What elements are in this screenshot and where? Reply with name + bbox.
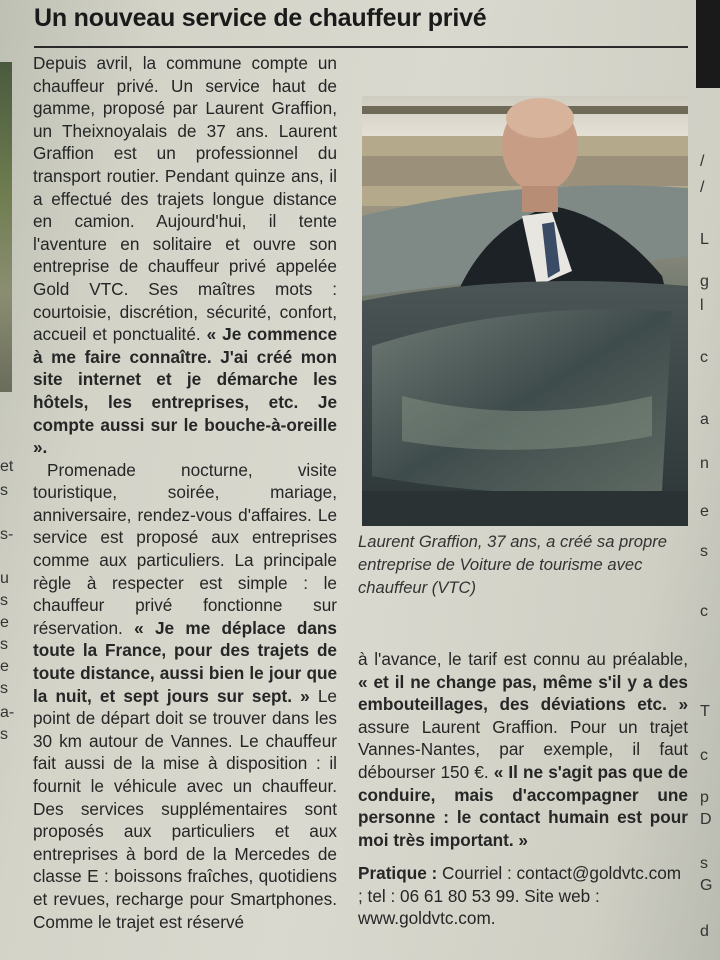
paragraph-text: assure Laurent Graffion. Pour un trajet Vannes-Nantes, par exemple, il faut débourser 150 €. (358, 716, 688, 782)
paragraph-text: Depuis avril, la commune compte un chauffeur privé. Un service haut de gamme, proposé par Laurent Graffion, un Theixnoyalais de 37 ans. Laurent Graffion est un professionnel du transport routier. Pendant quinze ans, il a effectué des trajets longue distance en camion. Aujourd'hui, il tente l'aventure en solitaire et ouvre son entreprise de chauffeur privé appelée Gold VTC. Ses maîtres mots : courtoisie, discrétion, sécurité, confort, accueil et ponctualité. (33, 53, 337, 345)
edge-fragment: G (700, 877, 713, 894)
adjacent-black-block (696, 0, 720, 88)
edge-fragment: p (700, 789, 709, 806)
edge-fragment: e (0, 614, 9, 631)
headline-rule (34, 46, 688, 48)
edge-fragment: c (700, 603, 708, 620)
adjacent-photo-strip (0, 62, 12, 392)
edge-fragment: s (0, 636, 8, 653)
edge-fragment: s (0, 726, 8, 743)
practical-label: Pratique : (358, 863, 438, 883)
edge-fragment: a- (0, 704, 14, 721)
paragraph-text: Promenade nocturne, visite touristique, soirée, mariage, anniversaire, rendez-vous d'affaires. Le service est proposé aux entreprises comme aux particuliers. La principale règle à respecter est simple : le chauffeur privé fonctionne sur réservation. (33, 459, 337, 638)
edge-fragment: e (0, 658, 9, 675)
edge-fragment: c (700, 747, 708, 764)
article-column-right (358, 648, 688, 851)
edge-fragment: s (700, 543, 708, 560)
quote-text: « et il ne change pas, même s'il y a des embouteillages, des déviations etc. » (358, 671, 688, 715)
edge-fragment: n (700, 455, 709, 472)
adjacent-article-right-edge (690, 0, 720, 960)
article-headline: Un nouveau service de chauffeur privé (34, 4, 487, 32)
article-paragraph-3 (358, 648, 688, 851)
edge-fragment: s (700, 855, 708, 872)
photo-illustration (362, 96, 688, 526)
edge-fragment: T (700, 703, 710, 720)
photo-caption: Laurent Graffion, 37 ans, a créé sa propre entreprise de Voiture de tourisme avec chauffeur (VTC) (358, 532, 668, 597)
article-paragraph-2 (33, 459, 337, 933)
edge-fragment: s (0, 592, 8, 609)
edge-fragment: e (700, 503, 709, 520)
quote-text: « Je me déplace dans toute la France, pour des trajets de toute distance, aussi bien le jour que la nuit, et sept jours sur sept. » (33, 617, 337, 706)
quote-text: « Je commence à me faire connaître. J'ai créé mon site internet et je démarche les hôtels, les entreprises, etc. Je compte aussi sur le bouche-à-oreille ». (33, 324, 338, 458)
edge-fragment: d (700, 923, 709, 940)
edge-fragment: D (700, 811, 712, 828)
article-photo (362, 96, 688, 526)
edge-fragment: / (700, 153, 705, 170)
edge-fragment: u (0, 570, 9, 587)
practical-info (358, 862, 688, 930)
edge-fragment: g (700, 273, 709, 290)
edge-fragment: s (0, 482, 8, 499)
practical-text: Courriel : contact@goldvtc.com ; tel : 06 61 80 53 99. Site web : www.goldvtc.com. (358, 863, 682, 929)
article-paragraph-1 (33, 52, 337, 459)
article-column-left (33, 52, 337, 933)
edge-fragment: a (700, 411, 709, 428)
edge-fragment: L (700, 231, 709, 248)
edge-fragment: c (700, 349, 708, 366)
quote-text: « Il ne s'agit pas que de conduire, mais d'accompagner une personne : le contact humain est pour moi très important. » (358, 761, 688, 850)
edge-fragment: l (700, 297, 704, 314)
edge-fragment: et (0, 458, 14, 475)
edge-fragment: / (700, 179, 705, 196)
paragraph-text: à l'avance, le tarif est connu au préalable, (358, 649, 688, 669)
edge-fragment: s- (0, 526, 14, 543)
paragraph-text: Le point de départ doit se trouver dans les 30 km autour de Vannes. Le chauffeur fait aussi de la mise à disposition : il fournit le véhicule avec un chauffeur. Des services supplémentaires sont proposés aux particuliers et aux entreprises à bord de la Mercedes de classe E : boissons fraîches, quotidiens et revues, recharge pour Smartphones. Comme le trajet est réservé (33, 685, 337, 932)
edge-fragment: s (0, 680, 8, 697)
adjacent-article-left-edge (0, 0, 14, 960)
